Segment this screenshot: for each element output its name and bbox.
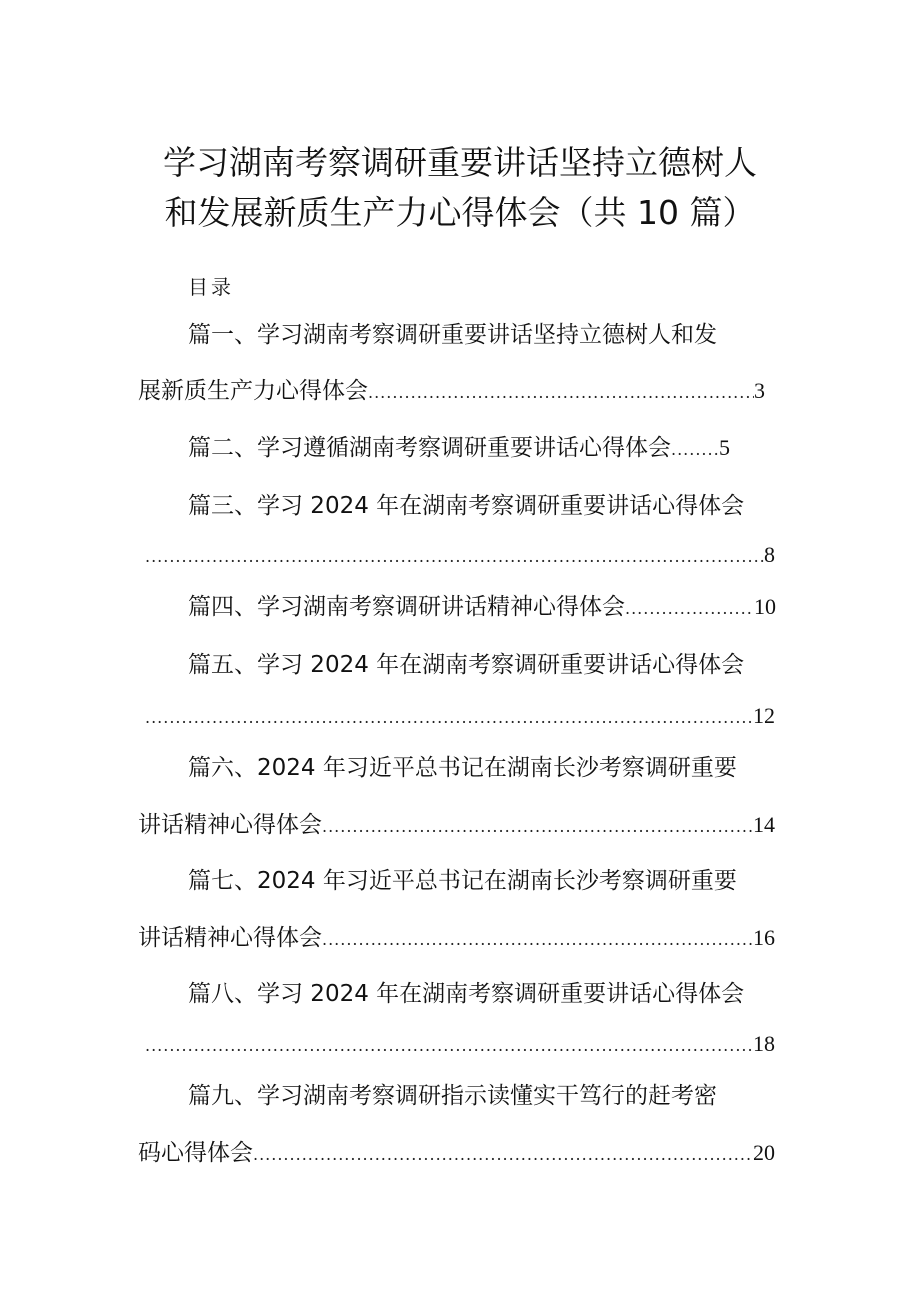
toc-entry-9-page-number: 20 [753, 1140, 775, 1165]
toc-entry-1-page-number: 3 [754, 378, 765, 403]
dot-leader [145, 542, 764, 572]
toc-entry-8-page-number: 18 [753, 1031, 775, 1056]
toc-entry-4-leader[interactable] [188, 592, 776, 622]
dot-leader [145, 1031, 753, 1061]
toc-entry-6-page-number: 14 [753, 812, 775, 837]
toc-entry-6-line-1[interactable]: 篇六、2024 年习近平总书记在湖南长沙考察调研重要 [188, 755, 737, 781]
toc-entry-8-leader[interactable] [145, 1029, 775, 1059]
toc-entry-6-line-2: 讲话精神心得体会 [138, 812, 322, 838]
toc-entry-9-line-2: 码心得体会 [138, 1140, 253, 1166]
dot-leader [368, 378, 754, 408]
toc-entry-1-line-2: 展新质生产力心得体会 [138, 378, 368, 404]
toc-entry-2-line-1: 篇二、学习遵循湖南考察调研重要讲话心得体会 [188, 435, 671, 461]
toc-entry-6-leader[interactable] [138, 810, 775, 840]
toc-entry-4-page-number: 10 [754, 594, 776, 619]
dot-leader [625, 594, 754, 624]
toc-entry-9-leader[interactable] [138, 1138, 775, 1168]
dot-leader [145, 703, 753, 733]
toc-entry-2-leader[interactable] [188, 433, 730, 463]
toc-entry-3-line-1[interactable]: 篇三、学习 2024 年在湖南考察调研重要讲话心得体会 [188, 493, 745, 519]
toc-entry-4-line-1: 篇四、学习湖南考察调研讲话精神心得体会 [188, 594, 625, 620]
toc-entry-9-line-1[interactable]: 篇九、学习湖南考察调研指示读懂实干笃行的赶考密 [188, 1083, 717, 1109]
toc-entry-2-page-number: 5 [719, 435, 730, 460]
dot-leader [322, 812, 753, 842]
toc-entry-7-page-number: 16 [753, 925, 775, 950]
toc-heading: 目录 [188, 275, 234, 299]
dot-leader [322, 925, 753, 955]
toc-entry-5-page-number: 12 [753, 703, 775, 728]
toc-entry-7-line-2: 讲话精神心得体会 [138, 925, 322, 951]
toc-entry-5-leader[interactable] [145, 701, 775, 731]
dot-leader [671, 435, 719, 465]
toc-entry-5-line-1[interactable]: 篇五、学习 2024 年在湖南考察调研重要讲话心得体会 [188, 652, 745, 678]
toc-entry-3-page-number: 8 [764, 542, 775, 567]
dot-leader [253, 1140, 753, 1170]
document-title-line-1: 学习湖南考察调研重要讲话坚持立德树人 [163, 143, 757, 182]
document-title-line-2: 和发展新质生产力心得体会（共 10 篇） [164, 193, 756, 232]
toc-entry-3-leader[interactable] [145, 540, 775, 570]
toc-entry-7-leader[interactable] [138, 923, 775, 953]
toc-entry-1-line-1[interactable]: 篇一、学习湖南考察调研重要讲话坚持立德树人和发 [188, 322, 717, 348]
toc-entry-1-leader[interactable] [138, 376, 765, 406]
toc-entry-8-line-1[interactable]: 篇八、学习 2024 年在湖南考察调研重要讲话心得体会 [188, 981, 745, 1007]
toc-entry-7-line-1[interactable]: 篇七、2024 年习近平总书记在湖南长沙考察调研重要 [188, 868, 737, 894]
